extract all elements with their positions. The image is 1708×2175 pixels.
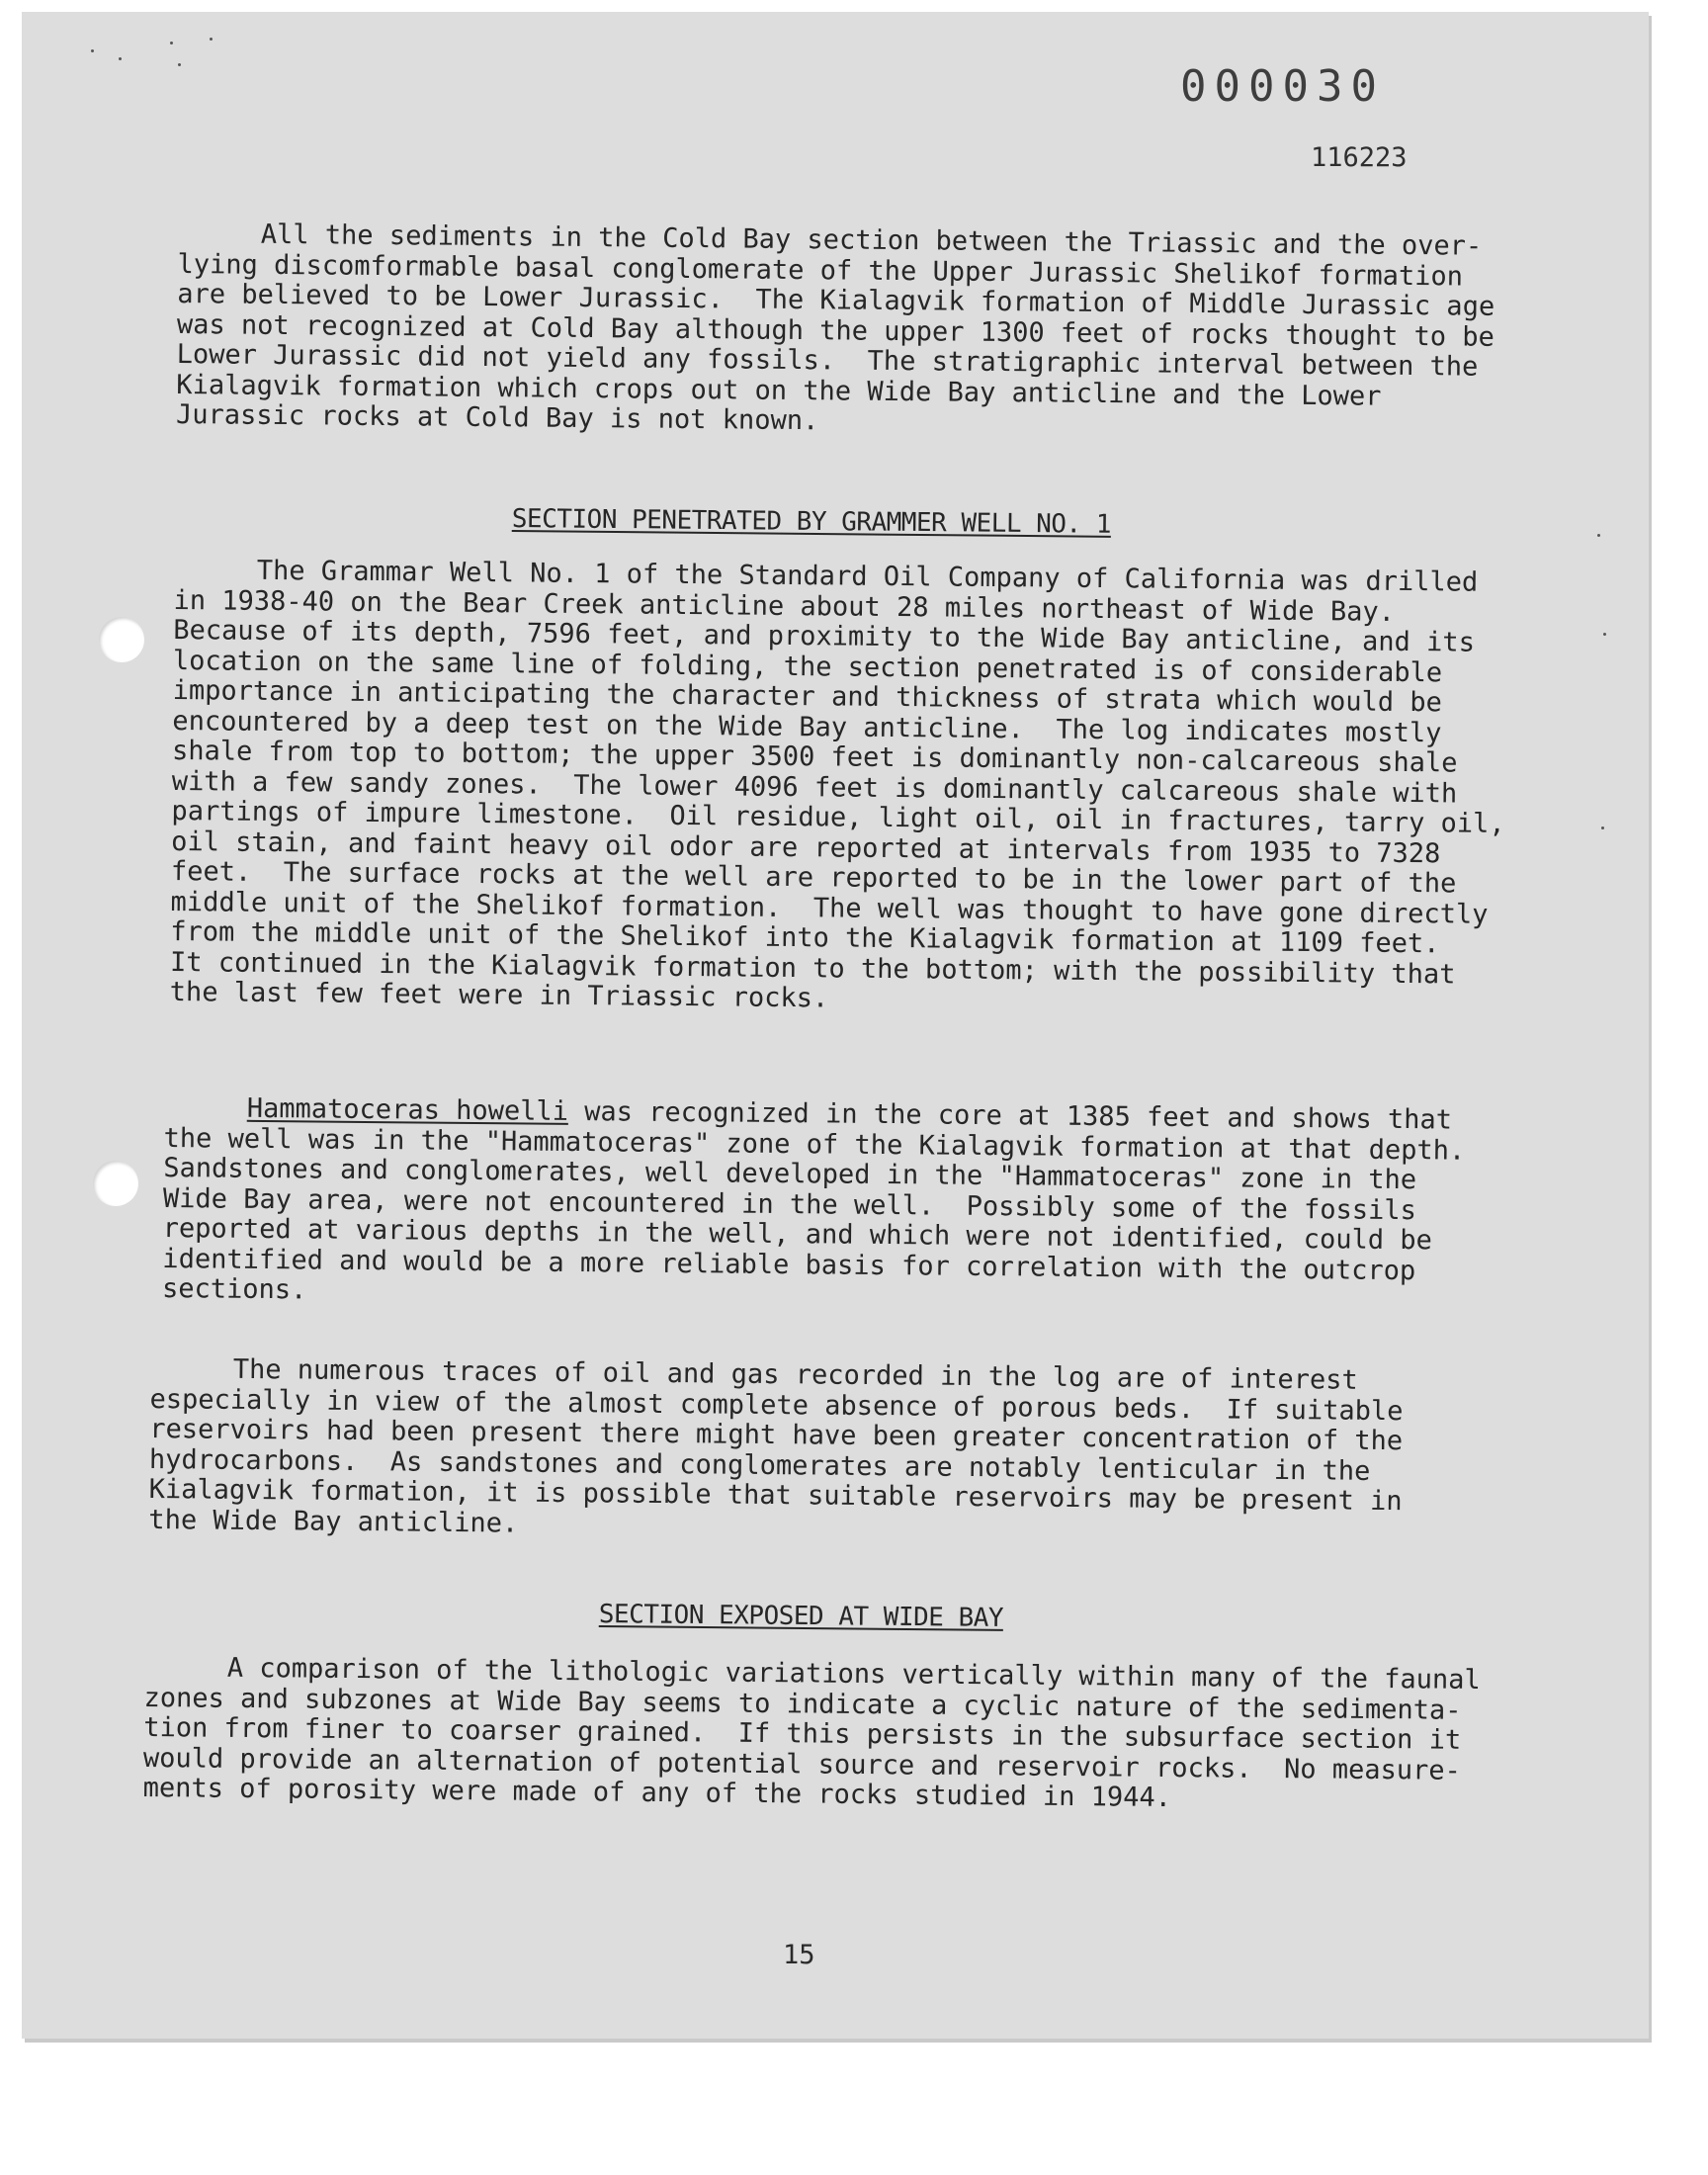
document-number: 116223 <box>1311 142 1408 173</box>
paragraph-hammatoceras-text: was recognized in the core at 1385 feet and shows that the well was in the "Hammatoceras" zone of the Kialagvik formation at that depth. Sandstones and conglomerates, well developed in the "Hammatoceras" zone in the Wide Bay area, were not encountered in the well. Possibly some of the fossils reported at various depths in the well, and which were not identified, could be identified and would be a more reliable basis for correlation with the outcrop sections. <box>161 1095 1466 1306</box>
document-body <box>22 12 1649 2039</box>
paragraph-oil-traces: The numerous traces of oil and gas recorded in the log are of interest especially in view of the almost complete absence of porous beds. If suitable reservoirs had been present there might have been greater concentration of the hydrocarbons. As sandstones and conglomerates are notably lenticular in the Kialagvik formation, it is possible that suitable reservoirs may be present in the Wide Bay anticline. <box>148 1353 1404 1539</box>
heading-grammer-well: SECTION PENETRATED BY GRAMMER WELL NO. 1 <box>511 504 1112 540</box>
paragraph-comparison: A comparison of the lithologic variations vertically within many of the faunal zones and subzones at Wide Bay seems to indicate a cyclic nature of the sedimenta- tion from finer to coarser grained. If this persists in the subsurface section it would provide an alternation of potential source and reservoir rocks. No measure- ments of porosity were made of any of the rocks studied in 1944. <box>142 1652 1481 1813</box>
paragraph-grammar-well: The Grammar Well No. 1 of the Standard Oil Company of California was drilled in 1938-40 on the Bear Creek anticline about 28 miles northeast of Wide Bay. Because of its depth, 7596 feet, and proximity to the Wide Bay anticline, and its location on the same line of folding, the section penetrated is of considerable importance in anticipating the character and thickness of strata which would be encountered by a deep test on the Wide Bay anticline. The log indicates mostly shale from top to bottom; the upper 3500 feet is dominantly non-calcareous shale with a few sandy zones. The lower 4096 feet is dominantly calcareous shale with partings of impure limestone. Oil residue, light oil, oil in fractures, tarry oil, oil stain, and faint heavy oil odor are reported at intervals from 1935 to 7328 feet. The surface rocks at the well are reported to be in the lower part of the middle unit of the Shelikof formation. The well was thought to have gone directly from the middle unit of the Shelikof into the Kialagvik formation at 1109 feet. It continued in the Kialagvik formation to the bottom; with the possibility that the last few feet were in Triassic rocks. <box>169 555 1505 1014</box>
heading-wide-bay: SECTION EXPOSED AT WIDE BAY <box>598 1600 1004 1633</box>
paragraph-hammatoceras <box>162 1093 1466 1317</box>
page-number: 15 <box>783 1940 815 1970</box>
species-name: Hammatoceras howelli <box>246 1092 569 1127</box>
stamp-number: 000030 <box>1180 61 1385 112</box>
paragraph-cold-bay: All the sediments in the Cold Bay section between the Triassic and the over- lying discomformable basal conglomerate of the Upper Jurassic Shelikof formation are believed to be Lower Jurassic. The Kialagvik formation of Middle Jurassic age was not recognized at Cold Bay although the upper 1300 feet of rocks thought to be Lower Jurassic did not yield any fossils. The stratigraphic interval between the Kialagvik formation which crops out on the Wide Bay anticline and the Lower Jurassic rocks at Cold Bay is not known. <box>175 218 1495 437</box>
